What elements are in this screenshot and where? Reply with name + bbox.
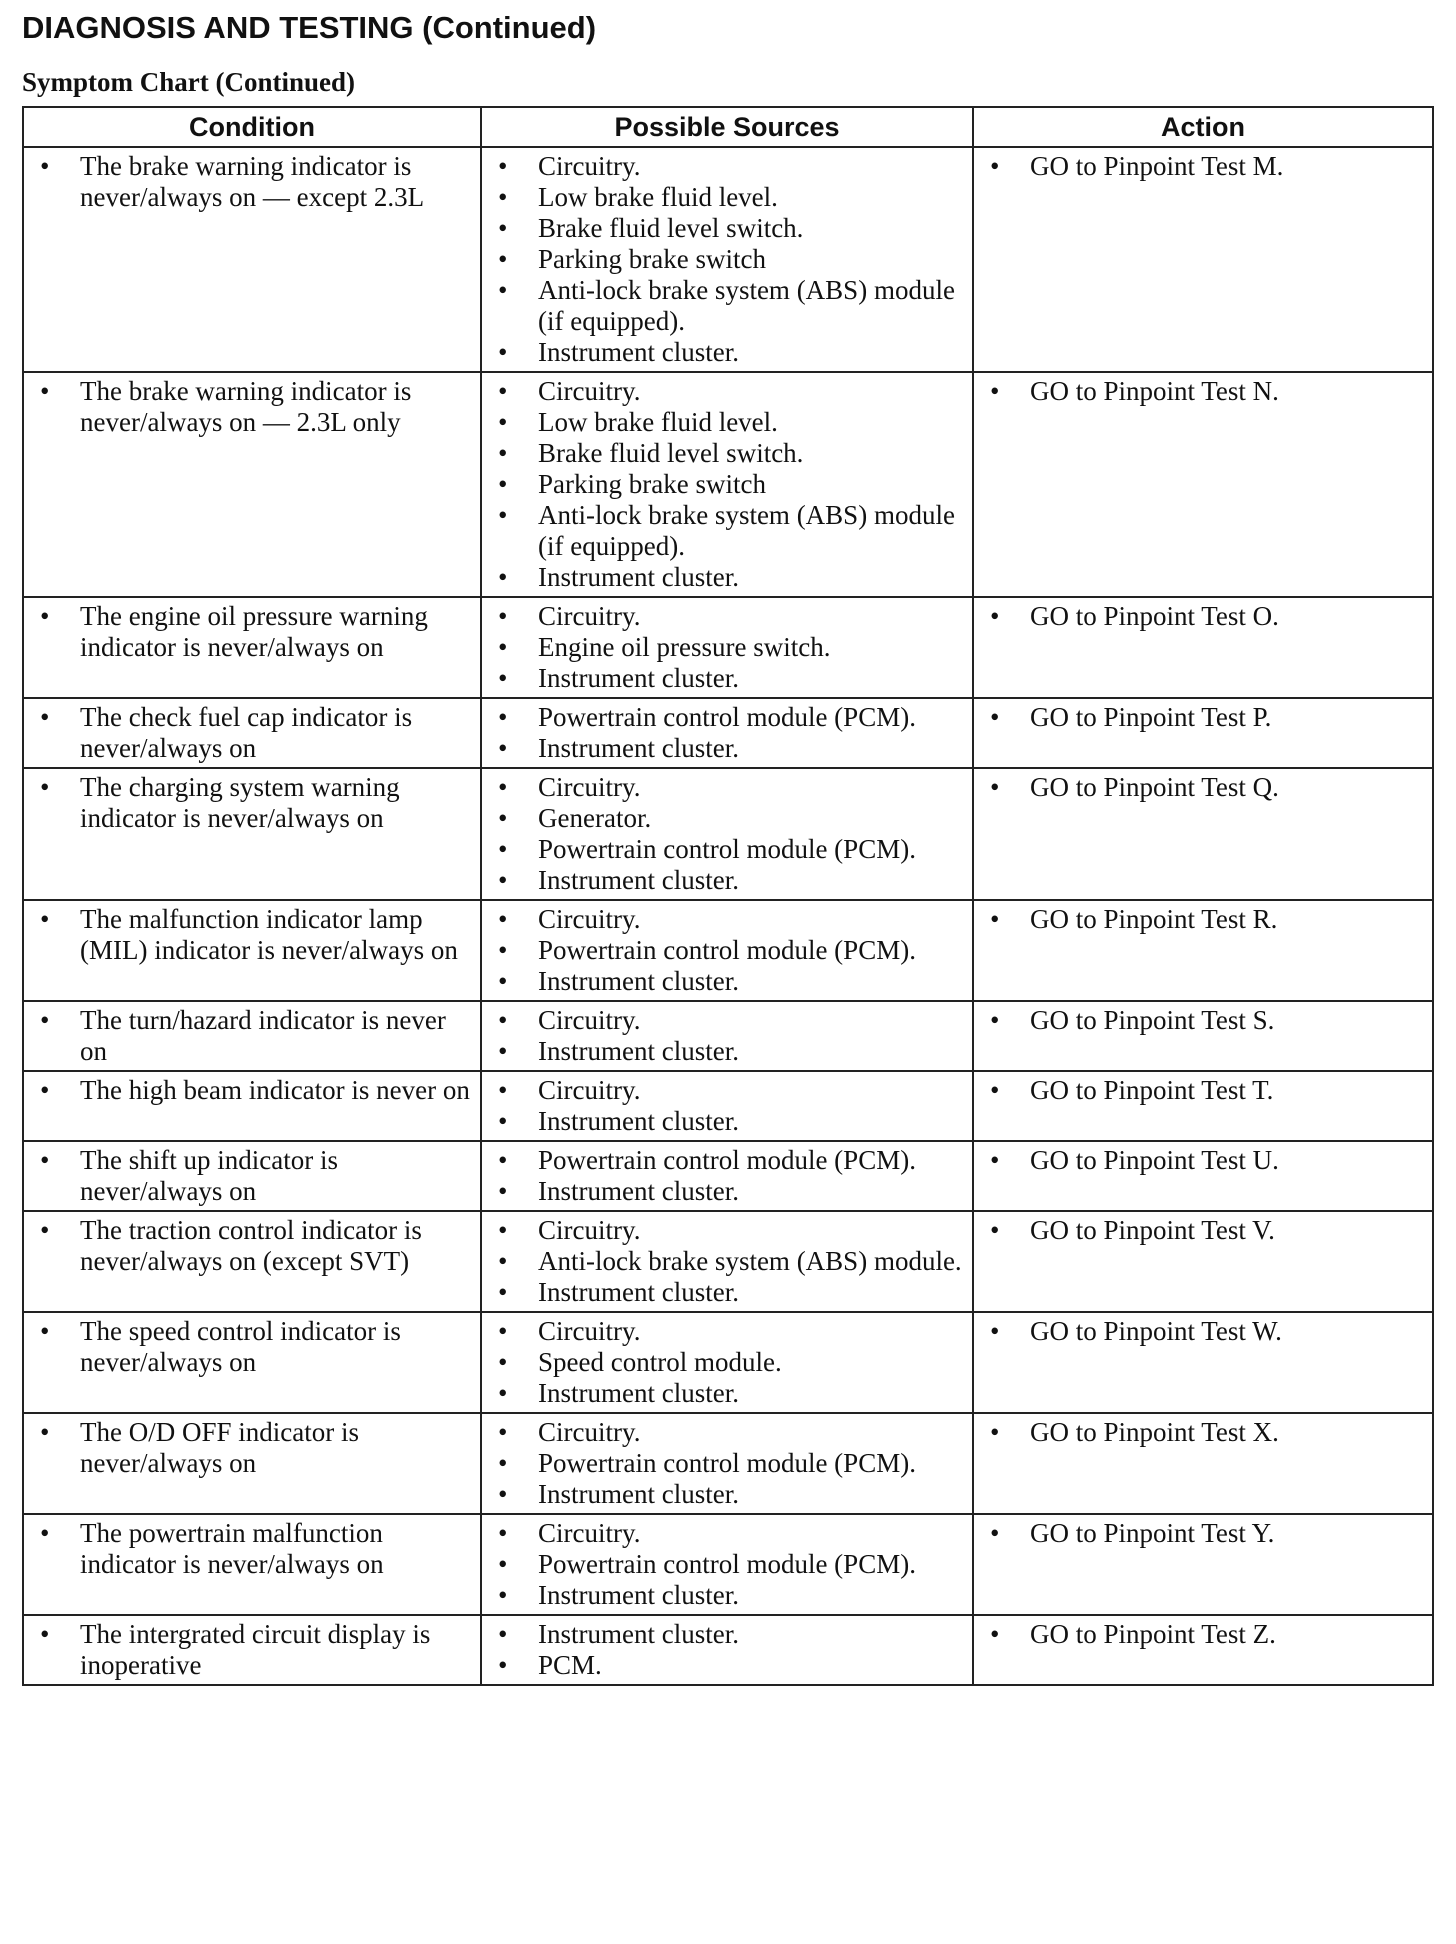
possible-sources-list xyxy=(488,151,966,368)
table-header-row xyxy=(23,107,1433,147)
source-item: • Instrument cluster. xyxy=(488,865,966,896)
possible-sources-cell xyxy=(481,1211,973,1312)
condition-text: • The malfunction indicator lamp (MIL) indicator is never/always on xyxy=(30,904,474,966)
condition-text: • The brake warning indicator is never/always on — 2.3L only xyxy=(30,376,474,438)
condition-text: • The check fuel cap indicator is never/always on xyxy=(30,702,474,764)
possible-sources-cell xyxy=(481,1312,973,1413)
possible-sources-list xyxy=(488,1075,966,1137)
table-row xyxy=(23,698,1433,768)
condition-cell xyxy=(23,597,481,698)
possible-sources-cell xyxy=(481,147,973,372)
condition-list xyxy=(30,772,474,834)
possible-sources-list xyxy=(488,1316,966,1409)
condition-list xyxy=(30,702,474,764)
possible-sources-list xyxy=(488,772,966,896)
action-cell xyxy=(973,698,1433,768)
action-text: • GO to Pinpoint Test Y. xyxy=(980,1518,1426,1549)
source-item: • Circuitry. xyxy=(488,1417,966,1448)
condition-list xyxy=(30,151,474,213)
table-row xyxy=(23,1211,1433,1312)
action-text: • GO to Pinpoint Test Z. xyxy=(980,1619,1426,1650)
possible-sources-list xyxy=(488,1215,966,1308)
source-item: • Generator. xyxy=(488,803,966,834)
condition-cell xyxy=(23,698,481,768)
possible-sources-list xyxy=(488,1417,966,1510)
source-item: • Circuitry. xyxy=(488,904,966,935)
action-text: • GO to Pinpoint Test S. xyxy=(980,1005,1426,1036)
source-item: • Powertrain control module (PCM). xyxy=(488,1145,966,1176)
condition-cell xyxy=(23,1211,481,1312)
action-list xyxy=(980,1215,1426,1246)
condition-list xyxy=(30,1518,474,1580)
action-list xyxy=(980,376,1426,407)
table-row xyxy=(23,1312,1433,1413)
source-item: • Circuitry. xyxy=(488,601,966,632)
condition-text: • The charging system warning indicator is never/always on xyxy=(30,772,474,834)
possible-sources-cell xyxy=(481,597,973,698)
source-item: • Circuitry. xyxy=(488,1518,966,1549)
possible-sources-list xyxy=(488,376,966,593)
condition-cell xyxy=(23,147,481,372)
source-item: • Brake fluid level switch. xyxy=(488,438,966,469)
column-header-action: Action xyxy=(973,107,1433,147)
possible-sources-cell xyxy=(481,1141,973,1211)
source-item: • Speed control module. xyxy=(488,1347,966,1378)
page-title: DIAGNOSIS AND TESTING (Continued) xyxy=(22,10,597,45)
chart-subtitle: Symptom Chart (Continued) xyxy=(22,67,356,97)
action-cell xyxy=(973,1001,1433,1071)
condition-text: • The O/D OFF indicator is never/always on xyxy=(30,1417,474,1479)
condition-cell xyxy=(23,1615,481,1685)
possible-sources-list xyxy=(488,1619,966,1681)
condition-text: • The speed control indicator is never/always on xyxy=(30,1316,474,1378)
source-item: • Instrument cluster. xyxy=(488,966,966,997)
condition-text: • The intergrated circuit display is inoperative xyxy=(30,1619,474,1681)
table-row xyxy=(23,1615,1433,1685)
source-item: • Powertrain control module (PCM). xyxy=(488,702,966,733)
condition-list xyxy=(30,1215,474,1277)
table-row xyxy=(23,1071,1433,1141)
possible-sources-cell xyxy=(481,372,973,597)
condition-cell xyxy=(23,372,481,597)
symptom-chart-table xyxy=(22,106,1434,1686)
action-text: • GO to Pinpoint Test T. xyxy=(980,1075,1426,1106)
source-item: • Low brake fluid level. xyxy=(488,182,966,213)
condition-cell xyxy=(23,768,481,900)
action-list xyxy=(980,702,1426,733)
table-row xyxy=(23,597,1433,698)
action-list xyxy=(980,1005,1426,1036)
action-text: • GO to Pinpoint Test W. xyxy=(980,1316,1426,1347)
possible-sources-list xyxy=(488,601,966,694)
condition-cell xyxy=(23,1413,481,1514)
action-list xyxy=(980,1075,1426,1106)
source-item: • Anti-lock brake system (ABS) module (if equipped). xyxy=(488,500,966,562)
action-text: • GO to Pinpoint Test O. xyxy=(980,601,1426,632)
source-item: • Anti-lock brake system (ABS) module (if equipped). xyxy=(488,275,966,337)
source-item: • Instrument cluster. xyxy=(488,663,966,694)
condition-cell xyxy=(23,1001,481,1071)
possible-sources-cell xyxy=(481,900,973,1001)
source-item: • Circuitry. xyxy=(488,1215,966,1246)
condition-list xyxy=(30,376,474,438)
action-cell xyxy=(973,1312,1433,1413)
document-page xyxy=(22,8,1434,1686)
table-row xyxy=(23,1001,1433,1071)
possible-sources-cell xyxy=(481,1615,973,1685)
action-list xyxy=(980,601,1426,632)
action-cell xyxy=(973,1211,1433,1312)
source-item: • Powertrain control module (PCM). xyxy=(488,1448,966,1479)
condition-text: • The high beam indicator is never on xyxy=(30,1075,474,1106)
source-item: • Powertrain control module (PCM). xyxy=(488,1549,966,1580)
source-item: • Brake fluid level switch. xyxy=(488,213,966,244)
table-body xyxy=(23,147,1433,1685)
source-item: • Instrument cluster. xyxy=(488,1036,966,1067)
condition-list xyxy=(30,1005,474,1067)
action-cell xyxy=(973,1615,1433,1685)
condition-text: • The turn/hazard indicator is never on xyxy=(30,1005,474,1067)
action-list xyxy=(980,904,1426,935)
action-cell xyxy=(973,1514,1433,1615)
possible-sources-list xyxy=(488,1518,966,1611)
action-cell xyxy=(973,597,1433,698)
condition-text: • The shift up indicator is never/always on xyxy=(30,1145,474,1207)
condition-text: • The powertrain malfunction indicator is never/always on xyxy=(30,1518,474,1580)
table-row xyxy=(23,900,1433,1001)
column-header-possible-sources: Possible Sources xyxy=(481,107,973,147)
possible-sources-cell xyxy=(481,1413,973,1514)
source-item: • Instrument cluster. xyxy=(488,1176,966,1207)
source-item: • Powertrain control module (PCM). xyxy=(488,834,966,865)
action-cell xyxy=(973,372,1433,597)
action-cell xyxy=(973,768,1433,900)
possible-sources-list xyxy=(488,1005,966,1067)
action-list xyxy=(980,1145,1426,1176)
possible-sources-list xyxy=(488,702,966,764)
source-item: • Low brake fluid level. xyxy=(488,407,966,438)
action-cell xyxy=(973,900,1433,1001)
condition-list xyxy=(30,1316,474,1378)
possible-sources-cell xyxy=(481,1001,973,1071)
action-list xyxy=(980,1518,1426,1549)
action-text: • GO to Pinpoint Test N. xyxy=(980,376,1426,407)
table-row xyxy=(23,147,1433,372)
condition-list xyxy=(30,904,474,966)
column-header-condition: Condition xyxy=(23,107,481,147)
source-item: • Anti-lock brake system (ABS) module. xyxy=(488,1246,966,1277)
action-list xyxy=(980,772,1426,803)
table-row xyxy=(23,372,1433,597)
source-item: • Instrument cluster. xyxy=(488,1580,966,1611)
table-row xyxy=(23,1514,1433,1615)
action-list xyxy=(980,151,1426,182)
action-text: • GO to Pinpoint Test M. xyxy=(980,151,1426,182)
action-text: • GO to Pinpoint Test P. xyxy=(980,702,1426,733)
condition-cell xyxy=(23,1514,481,1615)
action-list xyxy=(980,1316,1426,1347)
possible-sources-cell xyxy=(481,1514,973,1615)
condition-list xyxy=(30,1417,474,1479)
source-item: • Instrument cluster. xyxy=(488,1619,966,1650)
condition-cell xyxy=(23,1312,481,1413)
possible-sources-list xyxy=(488,1145,966,1207)
source-item: • Circuitry. xyxy=(488,1005,966,1036)
source-item: • Instrument cluster. xyxy=(488,337,966,368)
condition-cell xyxy=(23,1071,481,1141)
action-cell xyxy=(973,1071,1433,1141)
action-text: • GO to Pinpoint Test X. xyxy=(980,1417,1426,1448)
table-row xyxy=(23,768,1433,900)
source-item: • Parking brake switch xyxy=(488,244,966,275)
condition-cell xyxy=(23,1141,481,1211)
possible-sources-cell xyxy=(481,698,973,768)
condition-text: • The brake warning indicator is never/always on — except 2.3L xyxy=(30,151,474,213)
action-cell xyxy=(973,147,1433,372)
table-row xyxy=(23,1141,1433,1211)
action-text: • GO to Pinpoint Test V. xyxy=(980,1215,1426,1246)
source-item: • Engine oil pressure switch. xyxy=(488,632,966,663)
source-item: • Circuitry. xyxy=(488,1316,966,1347)
condition-text: • The engine oil pressure warning indicator is never/always on xyxy=(30,601,474,663)
source-item: • Circuitry. xyxy=(488,772,966,803)
source-item: • Circuitry. xyxy=(488,151,966,182)
action-text: • GO to Pinpoint Test Q. xyxy=(980,772,1426,803)
action-cell xyxy=(973,1141,1433,1211)
possible-sources-list xyxy=(488,904,966,997)
action-list xyxy=(980,1417,1426,1448)
action-text: • GO to Pinpoint Test R. xyxy=(980,904,1426,935)
condition-list xyxy=(30,601,474,663)
action-text: • GO to Pinpoint Test U. xyxy=(980,1145,1426,1176)
source-item: • Instrument cluster. xyxy=(488,1479,966,1510)
condition-list xyxy=(30,1619,474,1681)
source-item: • PCM. xyxy=(488,1650,966,1681)
possible-sources-cell xyxy=(481,1071,973,1141)
action-cell xyxy=(973,1413,1433,1514)
source-item: • Circuitry. xyxy=(488,376,966,407)
source-item: • Powertrain control module (PCM). xyxy=(488,935,966,966)
possible-sources-cell xyxy=(481,768,973,900)
table-row xyxy=(23,1413,1433,1514)
condition-list xyxy=(30,1145,474,1207)
source-item: • Circuitry. xyxy=(488,1075,966,1106)
action-list xyxy=(980,1619,1426,1650)
source-item: • Instrument cluster. xyxy=(488,733,966,764)
condition-cell xyxy=(23,900,481,1001)
source-item: • Parking brake switch xyxy=(488,469,966,500)
condition-list xyxy=(30,1075,474,1106)
source-item: • Instrument cluster. xyxy=(488,1106,966,1137)
condition-text: • The traction control indicator is never/always on (except SVT) xyxy=(30,1215,474,1277)
source-item: • Instrument cluster. xyxy=(488,562,966,593)
source-item: • Instrument cluster. xyxy=(488,1277,966,1308)
source-item: • Instrument cluster. xyxy=(488,1378,966,1409)
